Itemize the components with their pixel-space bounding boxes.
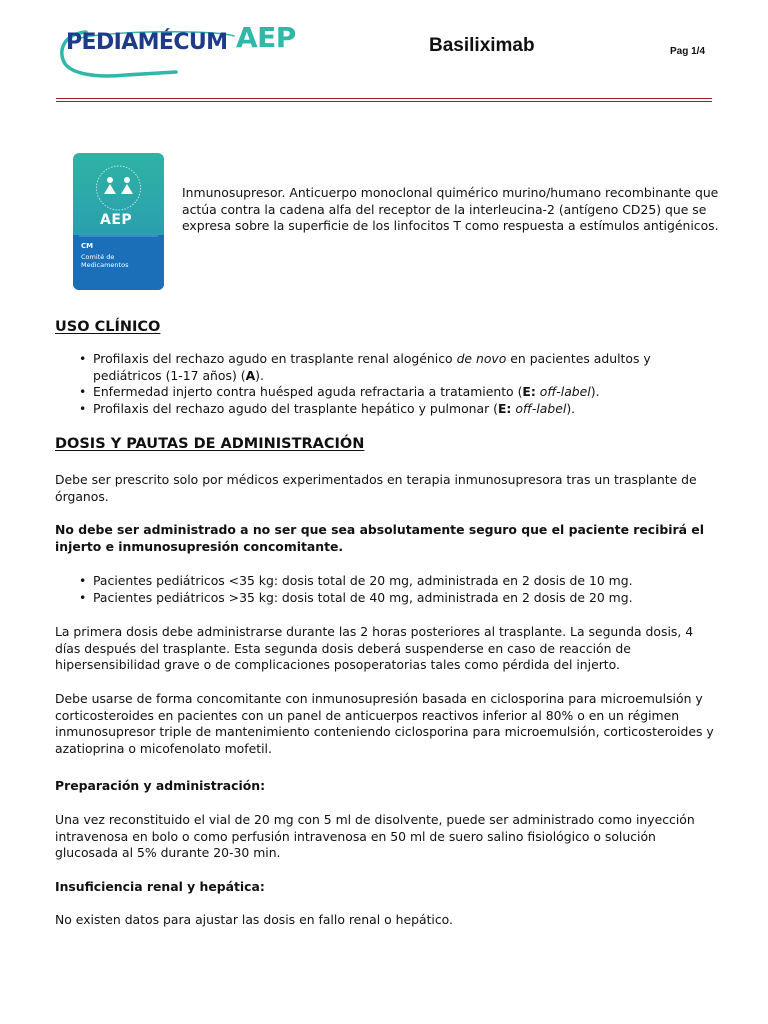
section-heading-dosis: DOSIS Y PAUTAS DE ADMINISTRACIÓN [55,436,365,452]
list-item: • Pacientes pediátricos <35 kg: dosis total de 20 mg, administrada en 2 dosis de 10 mg. [55,573,715,590]
logo-aep-mark: AEP [236,21,296,54]
paragraph: La primera dosis debe administrarse durante las 2 horas posteriores al trasplante. La segunda dosis, 4 días después del trasplante. Esta segunda dosis deberá suspenderse en caso de reacción de hipersensibilidad grave o de complicaciones posoperatorias tales como pérdida del injerto. [55,624,694,672]
drug-description: Inmunosupresor. Anticuerpo monoclonal quimérico murino/humano recombinante que actúa contra la cadena alfa del receptor de la interleucina-2 (antígeno CD25) que se expresa sobre la superficie de los linfocitos T como respuesta a estímulos antigénicos. [182,185,719,233]
header-rule [56,101,712,102]
paragraph: No existen datos para ajustar las dosis en fallo renal o hepático. [55,912,453,927]
logo-wordmark: PEDIAMÉCUM [66,30,228,55]
document-title: Basiliximab [429,35,535,56]
subheading-insuficiencia: Insuficiencia renal y hepática: [55,879,265,894]
paragraph: Debe usarse de forma concomitante con inmunosupresión basada en ciclosporina para microemulsión y corticosteroides en pacientes con un panel de anticuerpos reactivos inferior al 80% o en un régimen inmunosupresor triple de mantenimiento conteniendo ciclosporina para microemulsión, corticosteroides y azatioprina o micofenolato mofetil. [55,691,714,756]
list-item: • Enfermedad injerto contra huésped aguda refractaria a tratamiento (E: off-label). [55,384,715,401]
subheading-preparacion: Preparación y administración: [55,778,266,793]
warning-paragraph: No debe ser administrado a no ser que sea absolutamente seguro que el paciente recibirá el injerto e inmunosupresión concomitante. [55,522,704,554]
header-rule [56,98,712,99]
badge-committee-label: Comité de Medicamentos [81,253,129,269]
paragraph: Una vez reconstituido el vial de 20 mg con 5 ml de disolvente, puede ser administrado como inyección intravenosa en bolo o como perfusión intravenosa en 50 ml de suero salino fisiológico o solución glucosada al 5% durante 20-30 min. [55,812,695,860]
badge-aep-label: AEP [100,212,133,228]
list-item: • Pacientes pediátricos >35 kg: dosis total de 40 mg, administrada en 2 dosis de 20 mg. [55,590,715,607]
badge-cm-label: CM [81,242,94,250]
paragraph: Debe ser prescrito solo por médicos experimentados en terapia inmunosupresora tras un trasplante de órganos. [55,472,697,504]
section-heading-uso-clinico: USO CLÍNICO [55,319,161,335]
uso-clinico-list [55,351,715,417]
page-number: Pag 1/4 [670,46,706,57]
list-item: • Profilaxis del rechazo agudo del trasplante hepático y pulmonar (E: off-label). [55,401,715,418]
dosis-list [55,573,715,606]
list-item: • Profilaxis del rechazo agudo en trasplante renal alogénico de novo en pacientes adultos y pediátricos (1-17 años) (A). [55,351,715,384]
